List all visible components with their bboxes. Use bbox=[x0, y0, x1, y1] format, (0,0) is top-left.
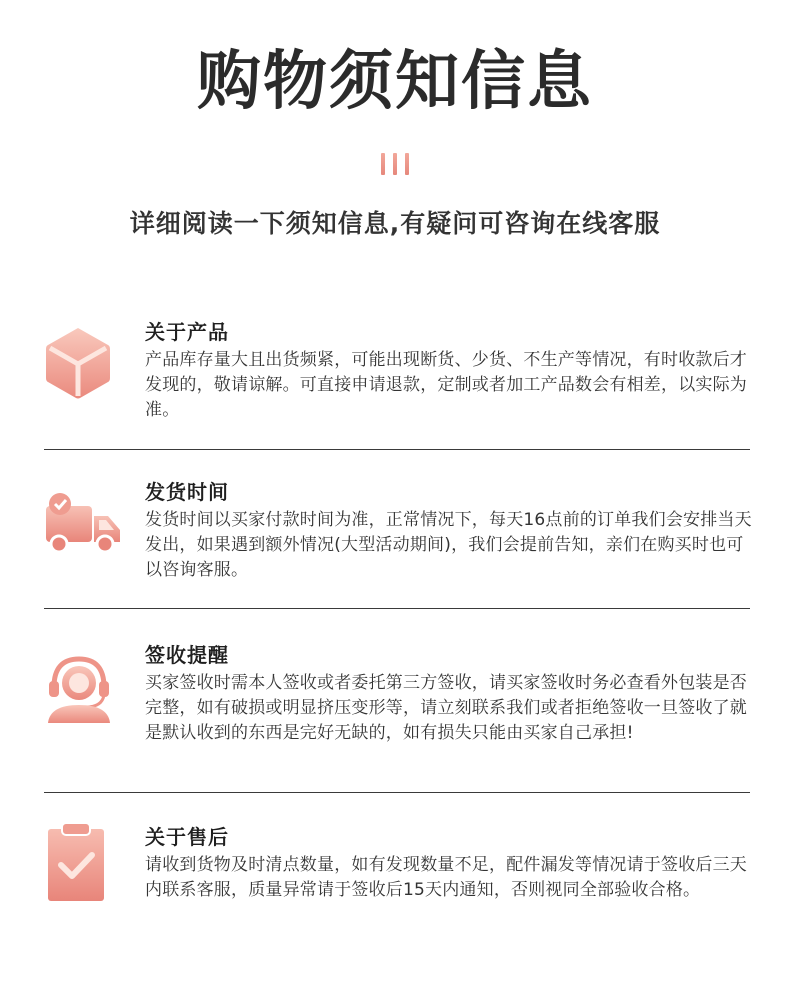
page-subtitle: 详细阅读一下须知信息,有疑问可咨询在线客服 bbox=[129, 209, 661, 238]
customer-service-icon bbox=[44, 653, 114, 733]
divider bbox=[44, 792, 750, 793]
section-body: 买家签收时需本人签收或者委托第三方签收，请买家签收时务必查看外包装是否完整，如有破损或明显挤压变形等，请立刻联系我们或者拒绝签收一旦签收了就是默认收到的东西是完好无缺的，如有损失只能由买家自己承担! bbox=[145, 673, 747, 743]
section-title: 签收提醒 bbox=[145, 643, 229, 667]
section-title: 关于售后 bbox=[145, 825, 229, 849]
title-decoration bbox=[381, 153, 409, 175]
section-body: 发货时间以买家付款时间为准，正常情况下，每天16点前的订单我们会安排当天发出，如果遇到额外情况(大型活动期间)，我们会提前告知，亲们在购买时也可以咨询客服。 bbox=[145, 510, 752, 580]
section-title: 发货时间 bbox=[145, 480, 229, 504]
section-title: 关于产品 bbox=[145, 320, 229, 344]
box-icon bbox=[44, 326, 120, 406]
divider bbox=[44, 449, 750, 450]
delivery-truck-icon bbox=[44, 492, 122, 572]
page-title: 购物须知信息 bbox=[197, 45, 593, 119]
section-body: 请收到货物及时清点数量，如有发现数量不足，配件漏发等情况请于签收后三天内联系客服，质量异常请于签收后15天内通知，否则视同全部验收合格。 bbox=[145, 855, 747, 900]
section-body: 产品库存量大且出货频紧，可能出现断货、少货、不生产等情况，有时收款后才发现的，敬请谅解。可直接申请退款，定制或者加工产品数会有相差，以实际为准。 bbox=[145, 350, 747, 420]
divider bbox=[44, 608, 750, 609]
clipboard-check-icon bbox=[44, 821, 108, 901]
